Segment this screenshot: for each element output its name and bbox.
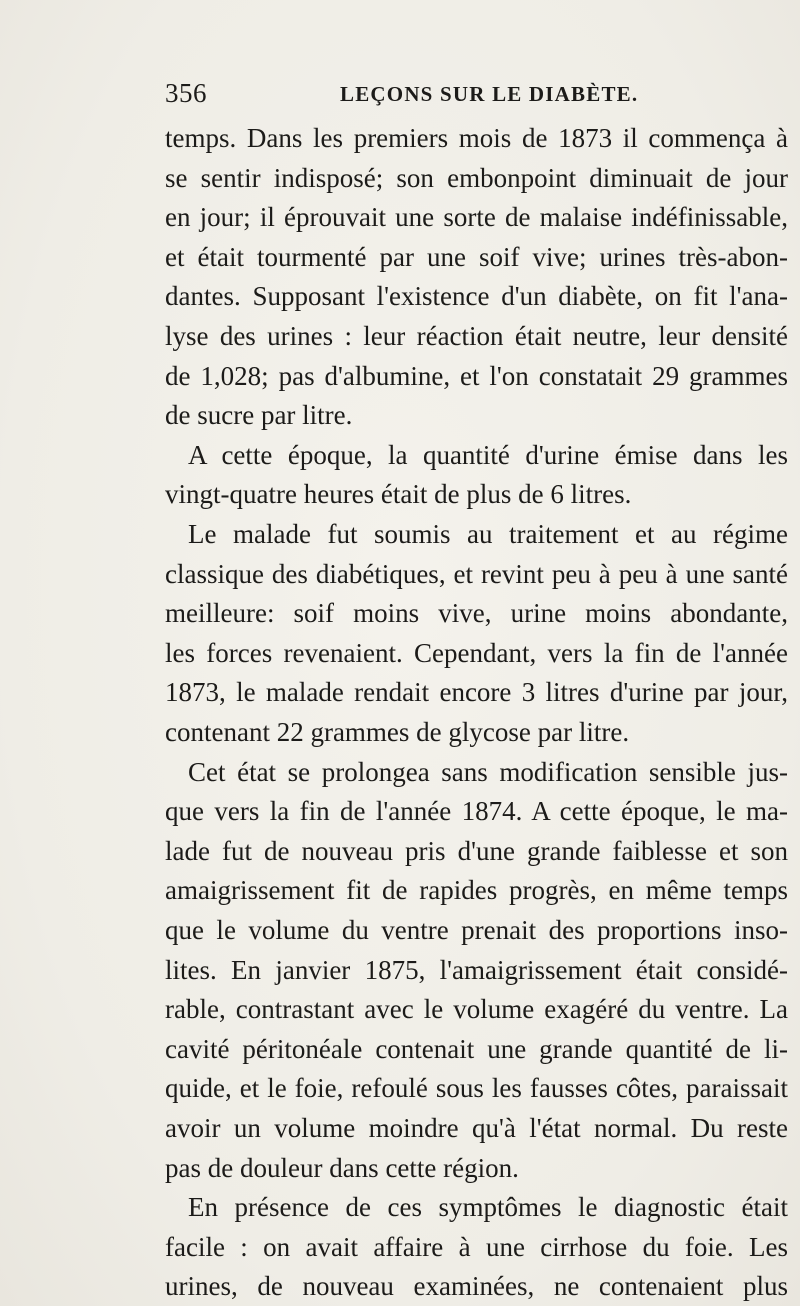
text-line: classique des diabétiques, et revint peu à peu à une santé <box>165 558 788 589</box>
paragraph-last-line: vingt-quatre heures était de plus de 6 litres. <box>165 479 632 510</box>
text-line: avoir un volume moindre qu'à l'état normal. Du reste <box>165 1113 788 1143</box>
running-title: LEÇONS SUR LE DIABÈTE. <box>340 82 639 106</box>
paragraph-last-line: pas de douleur dans cette région. <box>165 1152 519 1183</box>
text-line: que vers la fin de l'année 1874. A cette époque, le ma- <box>165 796 788 827</box>
text-line: que le volume du ventre prenait des proportions inso- <box>165 915 788 945</box>
text-line: lyse des urines : leur réaction était neutre, leur densité <box>165 321 788 351</box>
text-line: se sentir indisposé; son embonpoint diminuait de jour <box>165 162 788 193</box>
text-line: rable, contrastant avec le volume exagéré du ventre. La <box>165 994 788 1025</box>
text-line: dantes. Supposant l'existence d'un diabète, on fit l'ana- <box>165 281 788 312</box>
text-line: de 1,028; pas d'albumine, et l'on constatait 29 grammes <box>165 360 788 391</box>
text-line: temps. Dans les premiers mois de 1873 il commença à <box>165 123 788 153</box>
paragraph-first-line: Le malade fut soumis au traitement et au régime <box>188 519 788 549</box>
text-line: urines, de nouveau examinées, ne contenaient plus <box>165 1271 788 1302</box>
paragraph-first-line: En présence de ces symptômes le diagnostic était <box>188 1192 788 1223</box>
running-head <box>165 78 785 110</box>
text-line: 1873, le malade rendait encore 3 litres d'urine par jour, <box>165 677 788 708</box>
paragraph-first-line: Cet état se prolongea sans modification sensible jus- <box>188 756 788 787</box>
text-line: amaigrissement fit de rapides progrès, en même temps <box>165 875 788 906</box>
text-line: meilleure: soif moins vive, urine moins abondante, <box>165 598 788 629</box>
paragraph-last-line: de sucre par litre. <box>165 400 353 431</box>
text-line: lade fut de nouveau pris d'une grande faiblesse et son <box>165 835 788 866</box>
text-line: quide, et le foie, refoulé sous les fausses côtes, paraissait <box>165 1073 788 1104</box>
text-line: cavité péritonéale contenait une grande quantité de li- <box>165 1033 788 1064</box>
text-line: les forces revenaient. Cependant, vers la fin de l'année <box>165 637 788 668</box>
text-line: en jour; il éprouvait une sorte de malaise indéfinissable, <box>165 202 788 233</box>
page-number: 356 <box>165 78 207 108</box>
text-line: et était tourmenté par une soif vive; urines très-abon- <box>165 241 788 272</box>
paragraph-last-line: contenant 22 grammes de glycose par litre. <box>165 717 630 747</box>
paragraph-first-line: A cette époque, la quantité d'urine émise dans les <box>188 439 788 470</box>
text-line: facile : on avait affaire à une cirrhose du foie. Les <box>165 1231 788 1262</box>
text-line: lites. En janvier 1875, l'amaigrissement était considé- <box>165 954 788 985</box>
